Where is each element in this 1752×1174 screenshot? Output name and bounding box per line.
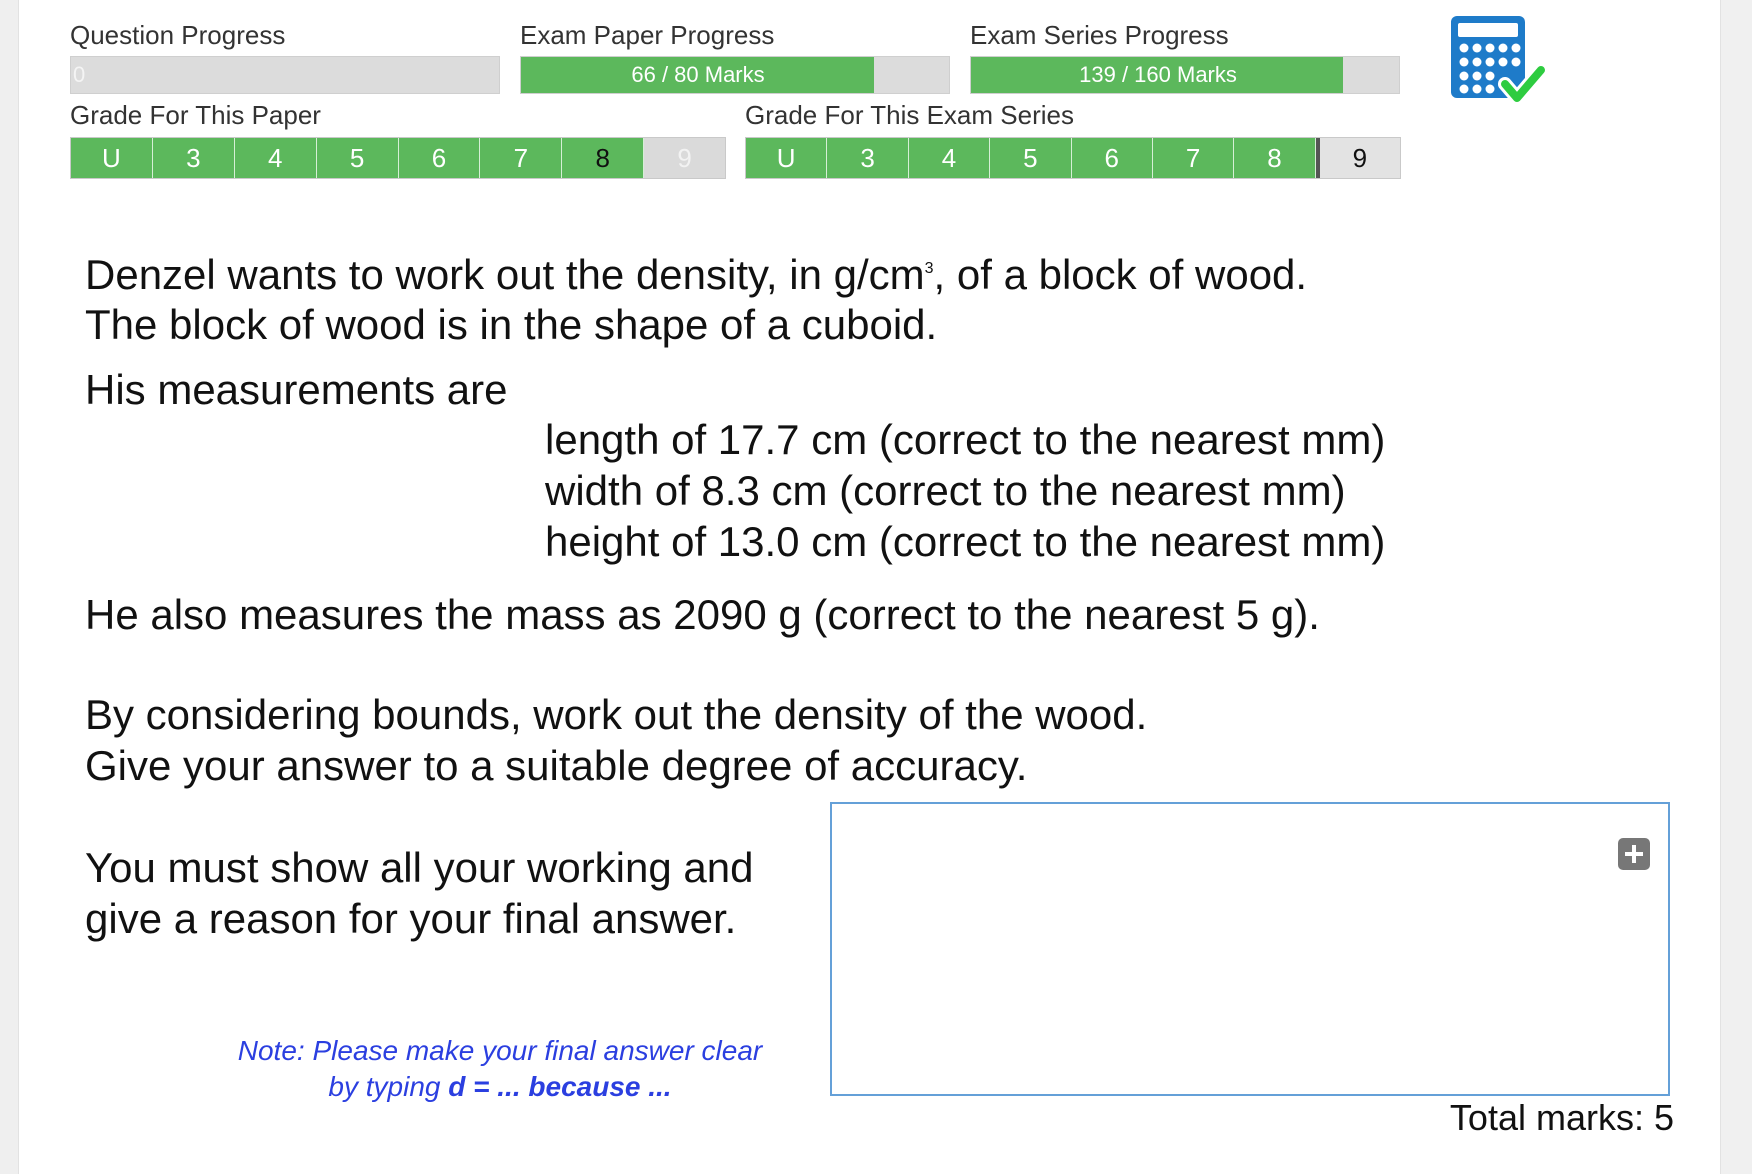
answer-input[interactable]: [830, 802, 1670, 1096]
paper-grade-5: 5: [317, 138, 399, 178]
instruction-line-2: Give your answer to a suitable degree of accuracy.: [85, 742, 1028, 789]
series-grade-5: 5: [990, 138, 1071, 178]
series-grade-4: 4: [909, 138, 990, 178]
question-progress-bar: [70, 56, 500, 94]
series-progress-label: Exam Series Progress: [970, 20, 1229, 50]
series-grade-6: 6: [1072, 138, 1153, 178]
paper-grade-label: Grade For This Paper: [70, 100, 321, 130]
working-line-1: You must show all your working and: [85, 844, 754, 891]
series-grade-8: 8: [1234, 138, 1315, 178]
paper-grade-8: 8: [562, 138, 644, 178]
question-line-2: The block of wood is in the shape of a cuboid.: [85, 301, 938, 348]
measurement-width: width of 8.3 cm (correct to the nearest mm): [545, 467, 1346, 514]
total-marks: Total marks: 5: [1449, 1097, 1674, 1138]
question-line-1: [85, 250, 1307, 300]
measurement-height: height of 13.0 cm (correct to the nearest mm): [545, 518, 1386, 565]
note-line-2: [200, 1069, 800, 1105]
paper-progress-text: 66 / 80 Marks: [631, 62, 765, 87]
paper-grade-9: 9: [644, 138, 725, 178]
measurement-length: length of 17.7 cm (correct to the nearest mm): [545, 416, 1386, 463]
note-line-1: Note: Please make your final answer clear: [237, 1035, 763, 1066]
series-grade-bar: [745, 137, 1401, 179]
question-line-3: His measurements are: [85, 366, 508, 413]
working-line-2: give a reason for your final answer.: [85, 895, 737, 942]
series-grade-label: Grade For This Exam Series: [745, 100, 1074, 130]
answer-format-note: [200, 1033, 800, 1105]
paper-grade-bar: [70, 137, 726, 179]
calculator-check-icon[interactable]: [1447, 14, 1547, 110]
mass-line: He also measures the mass as 2090 g (correct to the nearest 5 g).: [85, 591, 1320, 638]
series-grade-9: 9: [1316, 138, 1400, 178]
note-line-2-text: by typing: [328, 1071, 449, 1102]
series-progress-bar: [970, 56, 1400, 94]
paper-grade-4: 4: [235, 138, 317, 178]
paper-grade-3: 3: [153, 138, 235, 178]
question-progress-label: Question Progress: [70, 20, 286, 50]
series-progress-text: 139 / 160 Marks: [1079, 62, 1237, 87]
paper-grade-6: 6: [399, 138, 481, 178]
paper-grade-u: U: [71, 138, 153, 178]
paper-progress-label: Exam Paper Progress: [520, 20, 775, 50]
series-grade-u: U: [746, 138, 827, 178]
series-grade-3: 3: [827, 138, 908, 178]
question-line-1-a: Denzel wants to work out the density, in g/cm: [85, 251, 925, 298]
paper-grade-7: 7: [480, 138, 562, 178]
series-grade-7: 7: [1153, 138, 1234, 178]
instruction-line-1: By considering bounds, work out the density of the wood.: [85, 691, 1148, 738]
paper-progress-bar: [520, 56, 950, 94]
left-gutter: [0, 0, 19, 1174]
question-line-1-b: , of a block of wood.: [933, 251, 1308, 298]
scrollbar-track[interactable]: [1720, 0, 1752, 1174]
note-answer-format: d = ... because ...: [448, 1071, 672, 1102]
question-progress-text: 0: [73, 62, 86, 87]
cubed-superscript: 3: [924, 260, 934, 277]
expand-plus-icon[interactable]: [1618, 838, 1650, 870]
